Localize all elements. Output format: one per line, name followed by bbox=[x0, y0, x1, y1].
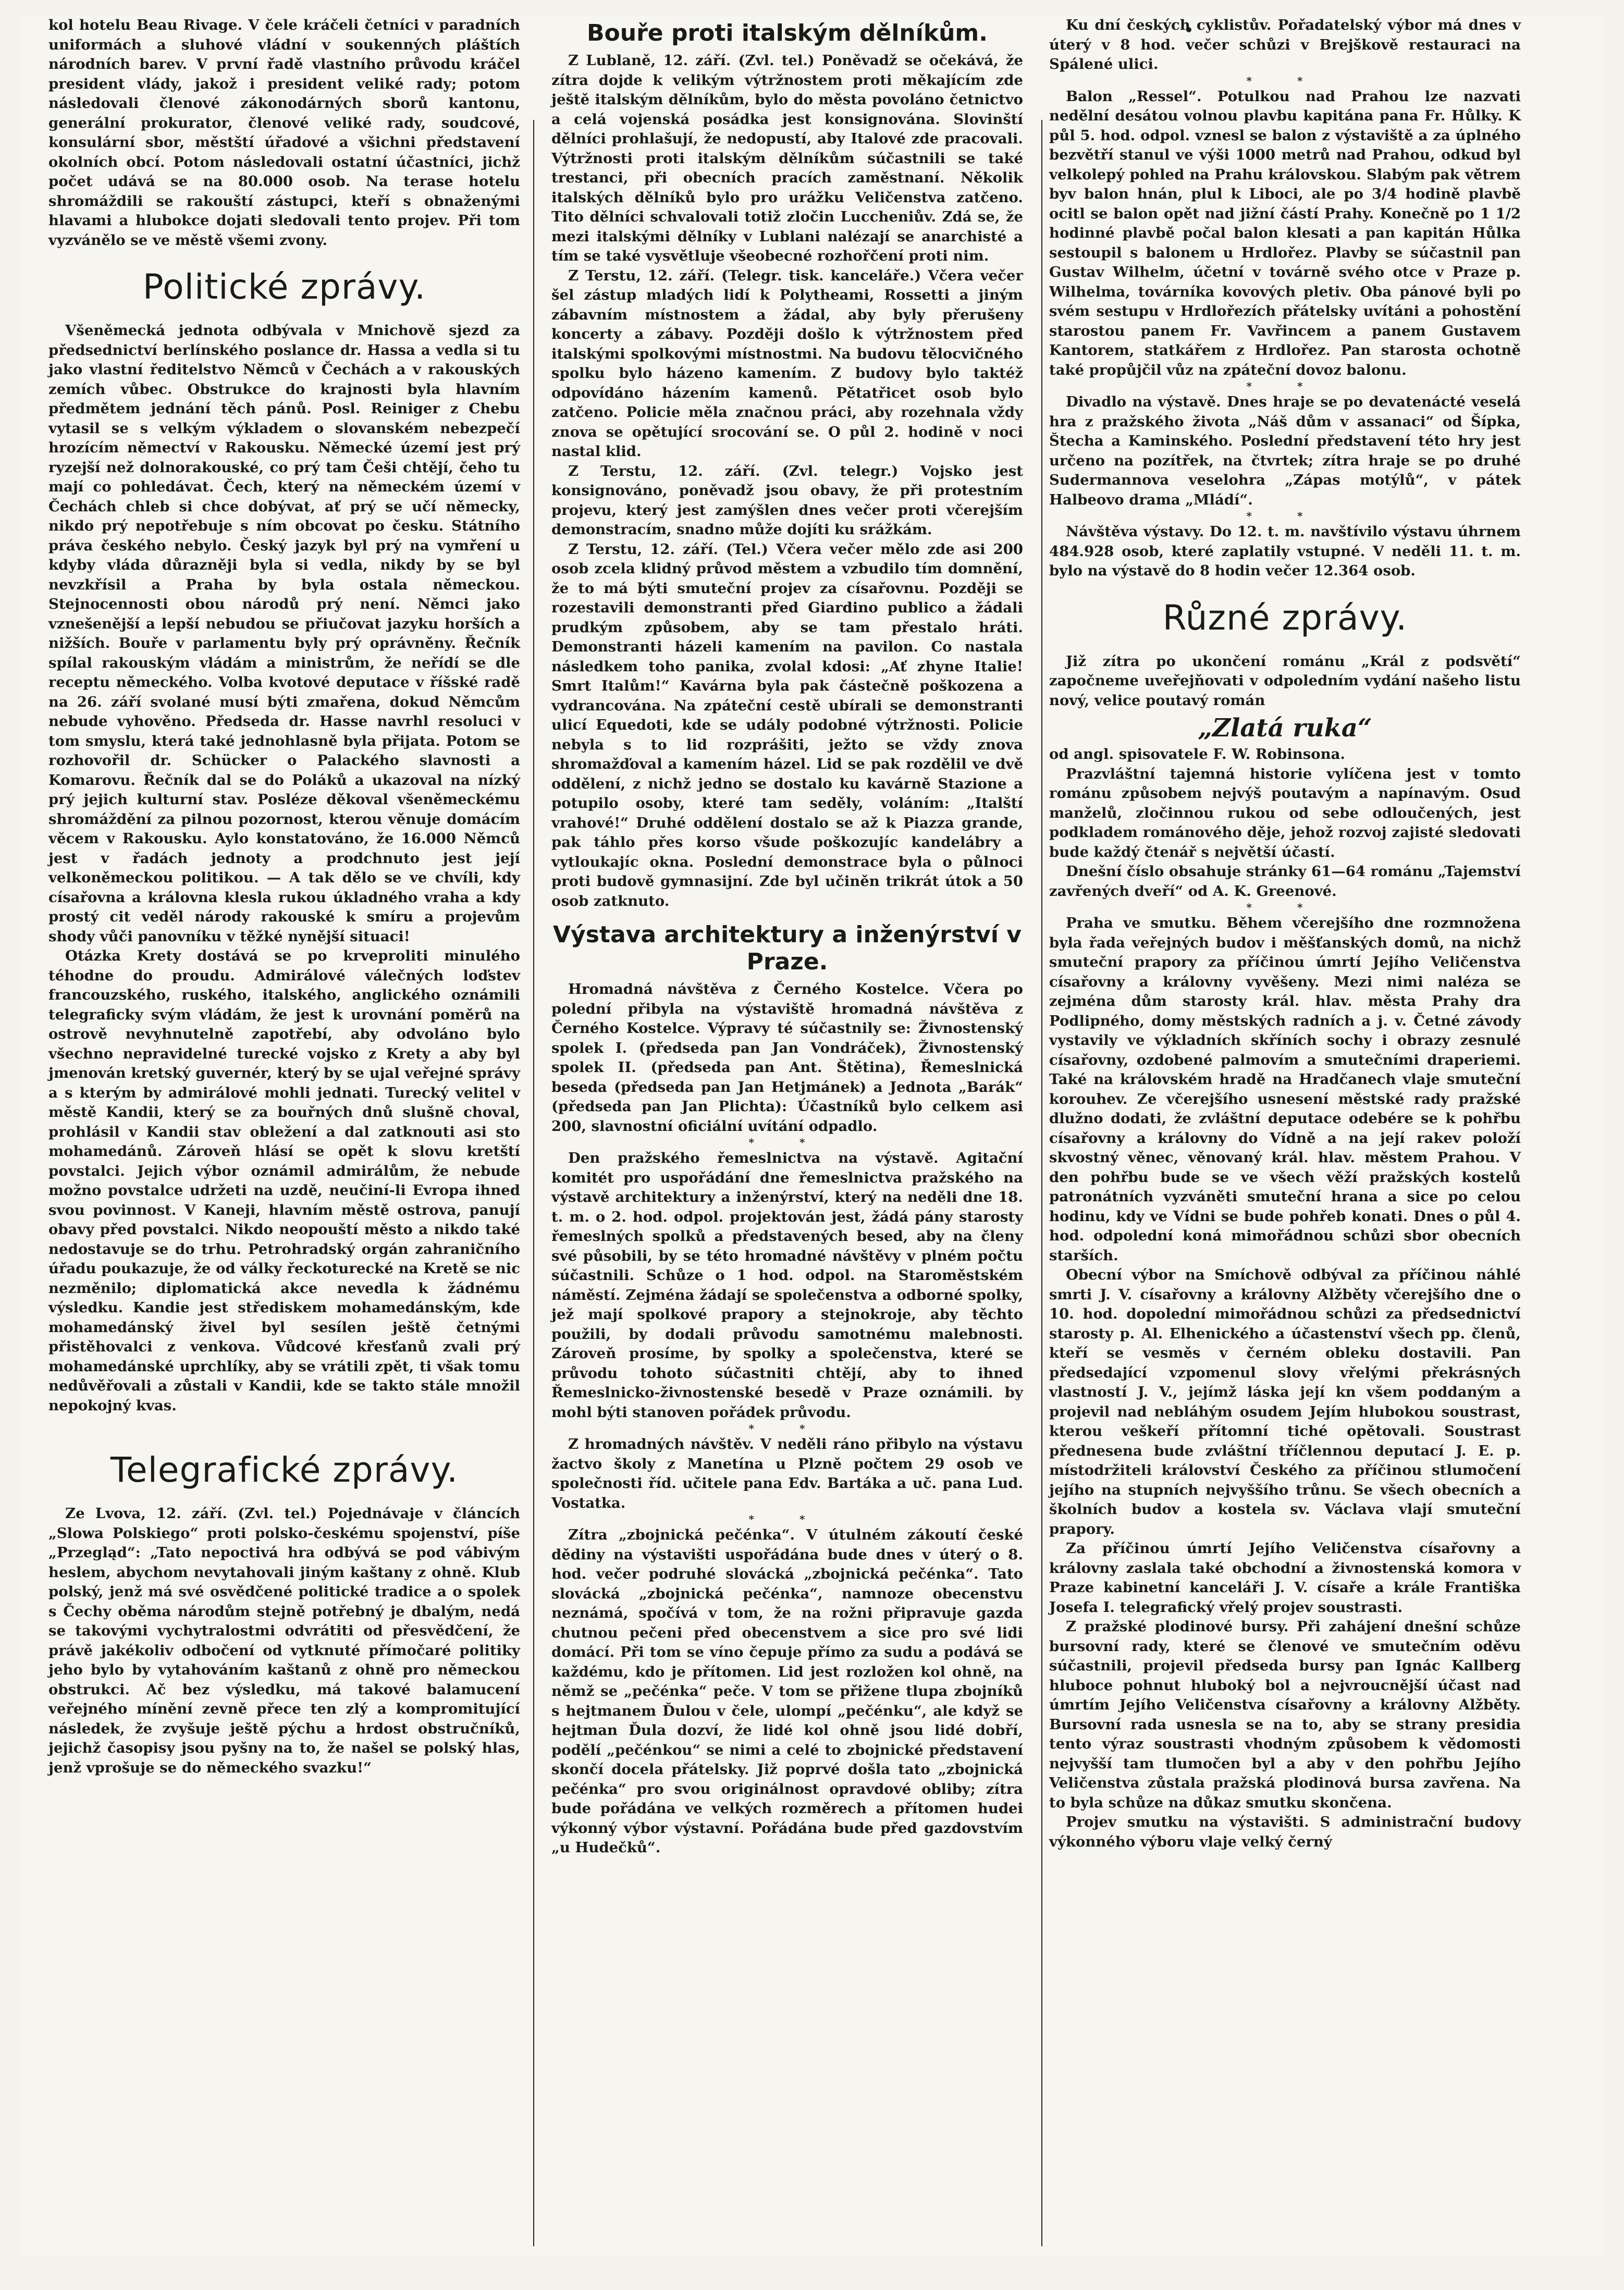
article-paragraph: Z Terstu, 12. září. (Tel.) Včera večer mělo zde asi 200 osob zcela klidný průvod městem a vzbudilo tím domnění, že to má býti smuteční projev za císařovnu. Později se rozestavili demonstranti před Giardino publico a žádali prudkým způsobem, aby se tam přestalo hráti. Demonstranti házeli kamením na pavilon. Co nastala následkem toho panika, zvolal kdosi: „Ať zhyne Italie! Smrt Italům!“ Kavárna byla pak částečně poškozena a vydrancována. Na zpáteční cestě ubírali se demonstranti ulicí Equedoti, kde se udály podobné výtržnosti. Policie nebyla s to lid rozprášiti, ježto se vždy znova shromažďoval a kamením házel. Lid se pak rozdělil ve dvě oddělení, z nichž jedno se dostalo ku kavárně Stazione a potupilo osoby, které tam seděly, voláním: „Italští vrahové!“ Druhé oddělení dostalo se až k Piazza grande, pak táhlo přes korso všude poškozujíc kandelábry a vytloukajíc okna. Poslední demonstrace byla o půlnoci proti budově gymnasijní. Zde byl učiněn trikrát útok a 50 osob zatknuto. bbox=[551, 540, 1023, 909]
column-rule bbox=[1041, 120, 1042, 2246]
article-paragraph: Obecní výbor na Smíchově odbýval za příčinou náhlé smrti J. V. císařovny a královny Alžběty včerejšího dne o 10. hod. dopolední mimořádnou schůzi za předsednictví starosty p. Al. Elhenického a účastenství všech pp. členů, kteří se vesměs v černém obleku dostavili. Pan předsedající vzpomenul slovy vřelými překrásných vlastností J. V., jejímž láska její kn všem poddaným a projevil nad nebláhým osudem Jejím hlubokou soustrast, kterou veškeří přítomní tiché opětovali. Soustrast přednesena bude zvláštní tříčlennou deputací J. E. p. místodržiteli království Českého za příčinou stlumočení jejího na stupních nejvyššího trůnu. Se všech obecních a školních budov a kostela sv. Václava vlají smuteční prapory. bbox=[1049, 1266, 1521, 1537]
separator-stars: * * bbox=[1246, 380, 1324, 392]
article-paragraph: Z hromadných návštěv. V neděli ráno přibylo na výstavu žactvo školy z Manetína u Plzně počtem 29 osob ve společnosti říd. učitele pana Edv. Bartáka a uč. pana Lud. Vostatka. bbox=[551, 1436, 1023, 1511]
article-paragraph: Zítra „zbojnická pečénka“. V útulném zákoutí české dědiny na výstavišti uspořádána bude dnes v úterý o 8. hod. večer podruhé slovácká „zbojnická pečénka“. Tato slovácká „zbojnická pečénka“, namnoze obecenstvu neznámá, spočívá v tom, že na rožni připravuje gazda chutnou pečeni před obecenstvem a sice pro své lidi domácí. Při tom se víno čepuje přímo za sudu a podává se každému, kdo je přítomen. Lid jest rozložen kol ohně, na němž se „pečénka“ peče. V tom se přižene tlupa zbojníků s hejtmanem Ďulou v čele, ulompí „pečénku“, ale když se hejtman Ďula dozví, že lidé kol ohně jsou lidé dobří, podělí „pečénkou“ se nimi a celé to zbojnické představení skončí docela přátelsky. Již poprvé došla tato „zbojnická pečénka“ pro svou originálnost opravdové obliby; zítra bude pořádána ve velkých rozměrech a přítomen hudei výkonný výbor výstavní. Pořádána bude před gazdovstvím „u Hudečků“. bbox=[551, 1526, 1023, 1856]
separator-stars: * * bbox=[748, 1513, 826, 1525]
article-title: Výstava architektury a inženýrství v Praze. bbox=[553, 921, 1022, 975]
article-paragraph: Z Lublaně, 12. září. (Zvl. tel.) Poněvadž se očekává, že zítra dojde k velikým výtržnostem proti měkajícím zde ještě italským dělníkům, bylo do města povoláno četnictvo a celá vojenská posádka jest konsignována. Slovinští dělníci prohlašují, že nedopustí, aby Italové zde pracovali. Výtržnosti proti italským dělníkům súčastnili se také trestanci, při obecních pracích zaměstnaní. Několik italských dělníků bylo pro urážku Veličenstva zatčeno. Tito dělníci schvalovali totiž zločin Luccheniův. Zdá se, že mezi italskými dělníky v Lublani nalézají se anarchisté a tím se také vysvětluje všeobecné rozhořčení proti nim. bbox=[551, 52, 1023, 264]
section-title-various: Různé zprávy. bbox=[1162, 597, 1408, 638]
novel-title: „Zlatá ruka“ bbox=[1198, 713, 1372, 743]
article-paragraph: Z Terstu, 12. září. (Telegr. tisk. kanceláře.) Včera večer šel zástup mladých lidí k Polytheami, Rossetti a jiným zábavním místnostem a žádal, aby byly přerušeny koncerty a zábavy. Později došlo k výtržnostem před italskými spolkovými místnostmi. Na budovu tělocvičného spolku bylo házeno kamením. Z budovy bylo taktéž odpovídáno házením kamenů. Pětatřicet osob bylo zatčeno. Policie měla značnou práci, aby rozehnala vždy znova se opětující srocování se. O půl 2. hodině v noci nastal klid. bbox=[551, 267, 1023, 460]
separator-stars: * * bbox=[748, 1422, 826, 1435]
intro-paragraph: kol hotelu Beau Rivage. V čele kráčeli četníci v paradních uniformách a sluhové vládní v soukenných pláštích národních barev. V první řadě vlastního průvodu kráčel president vlády, jakož i president veliké rady; potom následovali členové zákonodárných sborů kantonu, generální prokurator, členové veliké rady, soudcové, konsulární sbor, městští úřadové a všichni představení okolních obcí. Potom následovali ostatní účastníci, jichž počet udává se na 80.000 osob. Na terase hotelu shromáždili se rakouští zástupci, kteří s obnaženými hlavami a hlubokce dojati sledovali tento projev. Při tom vyzvánělo se ve městě všemi zvony. bbox=[48, 17, 520, 249]
column-rule bbox=[533, 120, 534, 2246]
article-paragraph: Ze Lvova, 12. září. (Zvl. tel.) Pojednávaje v článcích „Slowa Polskiego“ proti polsko-českému spojenství, píše „Przegląd“: „Tato nepoctivá hra odbývá se pod vábivým heslem, abychom nevytahovali jiným kaštany z ohně. Klub polský, jenž má své osvědčené politické tradice a o spolek s Čechy oběma národům stejně potřebný je dbalým, nedá se takovými vychytralostmi odvrátiti od přesvědčení, že právě jakékoliv odbočení od vytknuté přímočaré politiky jeho bylo by vytahováním kaštanů z ohně pro německou obstrukci. Ač bez výsledku, má takové balamucení veřejného mínění zevně přece ten zlý a kompromitující následek, že zvyšuje ještě pýchu a hrdost obstručníků, jejichž časopisy jsou pyšny na to, že našel se polský hlas, jenž vprošuje se do německého svazku!“ bbox=[48, 1505, 520, 1776]
separator-stars: * * bbox=[1246, 510, 1324, 522]
article-paragraph: Návštěva výstavy. Do 12. t. m. navštívilo výstavu úhrnem 484.928 osob, které zaplatily vstupné. V neděli 11. t. m. bylo na výstavě do 8 hodin večer 12.364 osob. bbox=[1049, 523, 1521, 579]
article-paragraph: Z pražské plodinové bursy. Při zahájení dnešní schůze bursovní rady, které se členové ve smutečním oděvu súčastnili, projevil předseda bursy pan Ignác Kallberg hluboce pohnut hluboký bol a nejvroucnější účast nad úmrtím Jejího Veličenstva císařovny a královny Alžběty. Bursovní rada usnesla se na to, aby se strany presidia tento výraz soustrasti vhodným způsobem k vědomosti nejvyšší tam tlumočen byl a aby v den pohřbu Jejího Veličenstva zůstala pražská plodinová bursa zavřena. Na to byla schůze na důkaz smutku skončena. bbox=[1049, 1618, 1521, 1811]
article-paragraph: Z Terstu, 12. září. (Zvl. telegr.) Vojsko jest konsignováno, poněvadž jsou obavy, že při protestním projevu, který jest zamýšlen dnes večer proti včerejším demonstracím, snadno může dojíti ku srážkám. bbox=[551, 462, 1023, 538]
article-paragraph: Hromadná návštěva z Černého Kostelce. Včera po polední přibyla na výstaviště hromadná návštěva z Černého Kostelce. Výpravy té súčastnily se: Živnostenský spolek I. (předseda pan Jan Vondráček), Živnostenský spolek II. (předseda pan Ant. Štětina), Řemeslnická beseda (předseda pan Jan Hetjmánek) a Jednota „Barák“ (předseda pan Jan Plichta): Účastníků bylo celkem asi 200, slavnostní oficiální uvítání odpadlo. bbox=[551, 981, 1023, 1135]
article-paragraph: Otázka Krety dostává se po krveproliti minulého téhodne do proudu. Admirálové válečných loďstev francouzského, ruského, italského, anglického oznámili telegraficky svým vládám, že jest k urovnání poměrů na ostrově nevyhnutelně zapotřebí, aby odvoláno bylo všechno nepravidelné turecké vojsko z Krety a aby byl jmenován kretský guvernér, který by se ujal veřejné správy a s kterým by admirálové mohli jednati. Turecký velitel v městě Kandii, který se za bouřných dnů slušně choval, prohlásil v Kandii stav obležení a dal zatknouti asi sto mohamedánů. Zároveň hlásí se opět k slovu kretští povstalci. Jejich výbor oznámil admirálům, že nebude možno povstalce udržeti na uzdě, neučiní-li Evropa ihned svou povinnost. V Kaneji, hlavním městě ostrova, panují obavy před povstalci. Nikdo neopouští město a nikdo také nedostavuje se do trhu. Petrohradský orgán zahraničního úřadu poukazuje, že od války řeckoturecké na Kretě se nic nezměnilo; diplomatická akce nevedla k žádnému výsledku. Kandie jest střediskem mohamedánským, kde mohamedánský živel byl sesílen ještě četnými přistěhovalci z venkova. Vůdcové křesťanů zvali prý mohamedánské uprchlíky, aby se vrátili zpět, ti však tomu nedůvěřovali a zůstali v Kandii, kde se takto stále množil nepokojný kvas. bbox=[48, 947, 520, 1414]
article-paragraph: Praha ve smutku. Během včerejšího dne rozmnožena byla řada veřejných budov i měšťanských domů, na nichž smuteční prapory za příčinou úmrtí Jejího Veličenstva císařovny a královny vyvěšeny. Mezi nimi naléza se zejména dům starosty král. hlav. města Prahy dra Podlipného, domy městských radních a j. v. Četné závody vystavily ve výkladních skříních sochy i obrazy zesnulé císařovny, ozdobené palmovím a smutečními draperiemi. Také na královském hradě na Hradčanech vlaje smuteční korouhev. Ze včerejšího usnesení městské rady pražské dlužno dodati, že zvláštní deputace odebére se k pohřbu císařovny a královny do Vídně a na její rakev položí skvostný věnec, věnovaný král. hlav. městem Prahou. V den pohřbu bude se ve všech věží pražských kostelů patronátních vyzváněti smuteční hrana a sice po celou hodinu, kdy ve Vídni se bude pohřeb konati. Dnes o půl 4. hod. odpolední koná mimořádnou schůzi sbor obecních starších. bbox=[1049, 915, 1521, 1264]
separator-stars: * * bbox=[748, 1136, 826, 1149]
novel-intro: Již zítra po ukončení románu „Král z podsvětí“ započneme uveřejňovati v odpoledním vydání našeho listu nový, velice poutavý román bbox=[1049, 652, 1521, 709]
column-right bbox=[1049, 16, 1521, 1852]
article-paragraph: Všeněmecká jednota odbývala v Mnichově sjezd za předsednictví berlínského poslance dr. Hassa a vedla si tu jako vlastní ředitelstvo Němců v Čechách a v rakouských zemích vůbec. Obstrukce do krajnosti byla hlavním předmětem jednání těch pánů. Posl. Reiniger z Chebu vytasil se s velkým výkladem o slovanském nebezpečí hrozícím němectví v Rakousku. Německé území jest prý ryzejší než dolnorakouské, co prý tam Češi chtějí, čeho tu mají co pohledávat. Čech, který na německém území v Čechách chleb si chce dobývat, ať prý se učí německy, nikdo prý nepotřebuje s ním obcovat po česku. Státního práva českého nebylo. Český jazyk byl prý na vymření u kdyby vláda důrazněji byla si vedla, nikdy by se byl nevzkřísil a Praha by byla ostala německou. Stejnocennosti obou národů prý není. Němci jako vznešenější a lepší nebudou se přiučovat jazyku horších a nižších. Bouře v parlamentu byly prý oprávněny. Řečník spílal rakouským vládám a ministrům, že neřídí se dle receptu německého. Volba kvotové deputace v říšské radě na 26. září svolané musí býti zmařena, dokud Němcům nebude vyhověno. Předseda dr. Hasse navrhl resoluci v tom smyslu, která také jednohlasně byla přijata. Potom se rozhovořil dr. Schücker o Palackého slavnosti a Komarovu. Řečník dal se do Poláků a ukazoval na nízký prý jejich kulturní stav. Posléze děkoval všeněmeckému shromáždění za pilnou pozornost, kterou věnuje domácím věcem v Rakousku. Aylo konstatováno, že 16.000 Němců jest v řadách jednoty a prodchnuto jest její velkoněmeckou politikou. — A tak dělo se ve chvíli, kdy císařovna a královna klesla rukou úkladného vraha a kdy prostý cit veděl národy rakouské k smíru a projevům shody vůči panovníku v těžké nynější situaci! bbox=[48, 322, 520, 945]
column-middle bbox=[551, 16, 1023, 1858]
article-paragraph: Balon „Ressel“. Potulkou nad Prahou lze nazvati nedělní desátou volnou plavbu kapitána pana Fr. Hůlky. K půl 5. hod. odpol. vznesl se balon z výstaviště a za úplného bezvětří stanul ve výši 1000 metrů nad Prahou, odkud byl velkolepý pohled na Prahu královskou. Slabým pak větrem byv balon hnán, plul k Liboci, ale po 3/4 hodině plavbě ocitl se balon opět nad jižní částí Prahy. Konečně po 1 1/2 hodinné plavbě počal balon klesati a pan kapitán Hůlka sestoupil s balonem u Hrdlořez. Plavby se súčastnil pan Gustav Wilhelm, účetní v továrně svého otce v Praze p. Wilhelma, továrníka kovových pletiv. Oba pánové byli po svém sestupu v Hrdlořezích přátelsky uvítáni a pohostění starostou panem Fr. Vavřincem a panem Gustavem Kantorem, statkářem z Hrdlořez. Pan starosta ochotně také propůjčil vůz na zpáteční dovoz balonu. bbox=[1049, 88, 1521, 378]
article-paragraph: Projev smutku na výstavišti. S administrační budovy výkonného výboru vlaje velký černý bbox=[1049, 1814, 1521, 1850]
novel-pages: Dnešní číslo obsahuje stránky 61—64 románu „Tajemství zavřených dveří“ od A. K. Greenové. bbox=[1049, 863, 1521, 900]
article-paragraph: Za příčinou úmrtí Jejího Veličenstva císařovny a královny zaslala také obchodní a živnostenská komora v Praze kabinetní kanceláři J. V. císaře a krále Františka Josefa I. telegrafický vřelý projev soustrasti. bbox=[1049, 1540, 1521, 1616]
separator-stars: * * bbox=[1246, 901, 1324, 914]
newspaper-page bbox=[20, 16, 1604, 2257]
novel-author: od angl. spisovatele F. W. Robinsona. bbox=[1049, 746, 1346, 762]
section-title-telegraph: Telegrafické zprávy. bbox=[110, 1450, 459, 1490]
separator-stars: * * bbox=[1246, 74, 1324, 87]
column-left bbox=[48, 16, 520, 1778]
novel-description: Prazvláštní tajemná historie vylíčena jest v tomto románu způsobem nejvýš poutavým a napínavým. Osud manželů, zločinnou rukou od sebe odloučených, jest podkladem románového děje, jehož rozvoj zajisté sledovati bude každý čtenář s největší účastí. bbox=[1049, 765, 1521, 860]
article-paragraph: Den pražského řemeslnictva na výstavě. Agitační komitét pro uspořádání dne řemeslnictva pražského na výstavě architektury a inženýrství, který na neděli dne 18. t. m. o 2. hod. odpol. projektován jest, žádá pány starosty řemeslných spolků a představených besed, aby na členy své působili, by se této hromadné návštěvy v plném počtu súčastnili. Schůze o 1 hod. odpol. na Staroměstském náměstí. Zejména žádají se společenstva a odborné spolky, jež mají spolkové prapory a stejnokroje, aby těchto použili, by dodali průvodu samotnému malebnosti. Zároveň prosíme, by spolky a společenstva, které se průvodu tohoto súčastniti chtějí, aby to ihned Řemeslnicko-živnostenské besedě v Praze oznámili. by mohl býti stanoven pořádek průvodu. bbox=[551, 1150, 1023, 1421]
section-title-politics: Politické zprávy. bbox=[142, 267, 426, 307]
article-title: Bouře proti italským dělníkům. bbox=[587, 20, 988, 46]
article-paragraph: Ku dní českých cyklistův. Pořadatelský výbor má dnes v úterý v 8 hod. večer schůzi v Brejškově restauraci na Spálené ulici. bbox=[1049, 17, 1521, 72]
article-paragraph: Divadlo na výstavě. Dnes hraje se po devatenácté veselá hra z pražského života „Náš dům v assanaci“ od Šípka, Štecha a Kaminského. Poslední představení této hry jest určeno na pozítřek, na čtvrtek; zítra hraje se po druhé Sudermannova veselohra „Zápas motýlů“, v pátek Halbeovo drama „Mládí“. bbox=[1049, 393, 1521, 508]
